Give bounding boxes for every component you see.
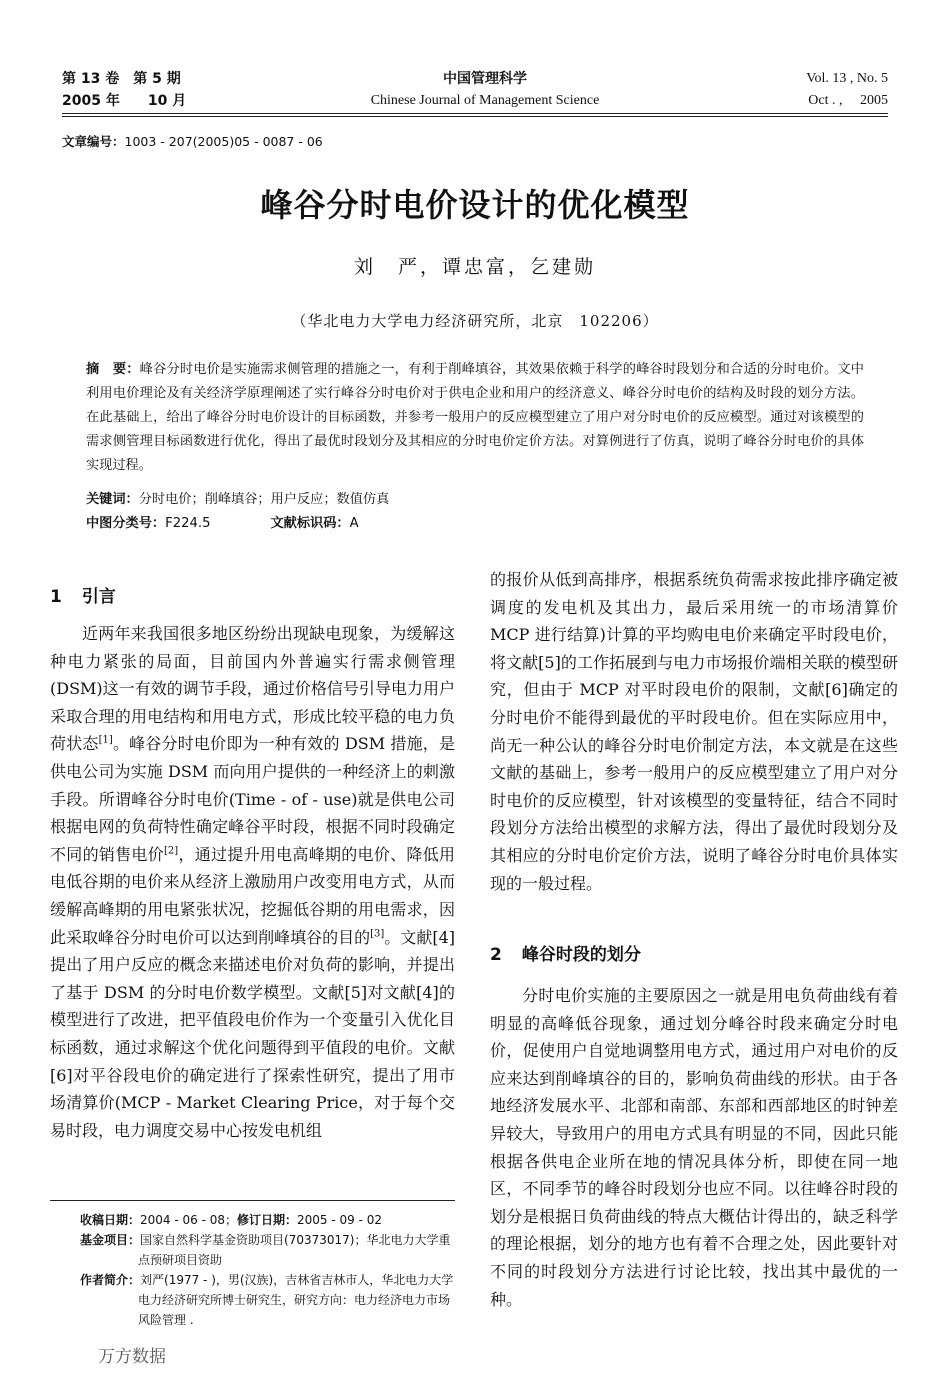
journal-name-en: Chinese Journal of Management Science (370, 93, 600, 108)
citation-3: [3] (370, 928, 385, 940)
section-1-title: 引言 (81, 587, 116, 607)
paragraph-text: ，通过提升用电高峰期的电价、降低用电低谷期的电价来从经济上激励用户改变用电方式，从而缓解高峰期的用电紧张状况，挖掘低谷期的用电需求，因此采取峰谷分时电价可以达到削峰填谷的目的 (50, 844, 455, 947)
abstract-text: 峰谷分时电价是实施需求侧管理的措施之一，有利于削峰填谷，其效果依赖于科学的峰谷时段划分和合适的分时电价。文中利用电价理论及有关经济学原理阐述了实行峰谷分时电价对于供电企业和用户的经济意义、峰谷分时电价的结构及时段的划分方法。在此基础上，给出了峰谷分时电价设计的目标函数，并参考一般用户的反应模型建立了用户对分时电价的反应模型。通过对该模型的需求侧管理目标函数进行优化，得出了最优时段划分及其相应的分时电价定价方法。对算例进行了仿真，说明了峰谷分时电价的具体实现过程。 (86, 362, 864, 473)
year-month: 2005 年 10 月 (62, 93, 187, 109)
citation-2: [2] (163, 845, 179, 857)
received-value: 2004 - 06 - 08； (140, 1213, 238, 1227)
fund-value: 国家自然科学基金资助项目(70373017)；华北电力大学重点预研项目资助 (138, 1233, 451, 1267)
revised-label: 修订日期： (237, 1213, 298, 1227)
header-rule-thin (62, 116, 888, 117)
article-number-value: 1003 - 207(2005)05 - 0087 - 06 (124, 134, 323, 149)
volume-info-en (806, 68, 888, 112)
clc-label: 中图分类号： (86, 516, 166, 531)
left-column (50, 620, 455, 1144)
author-bio-value: 刘严(1977 - )，男(汉族)，吉林省吉林市人，华北电力大学电力经济研究所博士研究生，研究方向：电力经济电力市场风险管理 . (138, 1273, 454, 1327)
section-2-body (490, 982, 898, 1313)
author-list: 刘 严，谭忠富，乞建勋 (353, 256, 596, 278)
keywords-value: 分时电价；削峰填谷；用户反应；数值仿真 (138, 492, 390, 507)
header-rule (62, 113, 888, 114)
section-1-number: 1 (50, 587, 62, 607)
article-number (62, 132, 323, 150)
footnote-rule (50, 1200, 455, 1201)
citation-1: [1] (98, 735, 113, 747)
fund-label: 基金项目： (80, 1233, 141, 1247)
section-1-paragraph-continued: 的报价从低到高排序，根据系统负荷需求按此排序确定被调度的发电机及其出力，最后采用统一的市场清算价 MCP 进行结算)计算的平均购电电价来确定平时段电价，将文献[5]的工作拓展到与电力市场报价端相关联的模型研究，但由于 MCP 对平时段电价的限制，文献[6]确定的分时电价不能得到最优的平时段电价。但在实际应用中，尚无一种公认的峰谷分时电价制定方法，本文就是在这些文献的基础上，参考一般用户的反应模型建立了用户对分时电价的反应模型，针对该模型的变量特征，结合不同时段划分方法给出模型的求解方法，得出了最优时段划分及其相应的分时电价定价方法，说明了峰谷分时电价具体实现的一般过程。 (490, 570, 898, 893)
watermark: 万方数据 (98, 1347, 166, 1367)
paper-title: 峰谷分时电价设计的优化模型 (260, 186, 690, 224)
date-en: Oct . , 2005 (808, 93, 888, 108)
abstract (86, 358, 864, 478)
section-2-number: 2 (490, 945, 502, 965)
section-2-heading (490, 940, 641, 965)
keywords-label: 关键词： (86, 492, 139, 507)
journal-name-cn: 中国管理科学 (443, 71, 527, 87)
paragraph-text: 。文献[4]提出了用户反应的概念来描述电价对负荷的影响，并提出了基于 DSM 的分时电价数学模型。文献[5]对文献[4]的模型进行了改进，把平值段电价作为一个变量引入优化目标函数，通过求解这个优化问题得到平值段的电价。文献[6]对平谷段电价的确定进行了探索性研究，提出了用市场清算价(MCP - Market Clearing Price，对于每个交易时段，电力调度交易中心按发电机组 (50, 927, 455, 1140)
paragraph-text: 。峰谷分时电价即为一种有效的 DSM 措施，是供电公司为实施 DSM 而向用户提供的一种经济上的刺激手段。所谓峰谷分时电价(Time - of - use)就是供电公司根据电网的负荷特性确定峰谷平时段，根据不同时段确定不同的销售电价 (50, 734, 455, 864)
footnote-fund (80, 1230, 458, 1270)
section-2-title: 峰谷时段的划分 (521, 945, 641, 965)
section-1-paragraph (50, 620, 455, 1144)
volume-info (62, 68, 186, 112)
doc-code-value: A (349, 516, 359, 531)
received-label: 收稿日期： (80, 1213, 141, 1227)
right-column (490, 566, 898, 897)
footnote-author (80, 1270, 458, 1330)
doc-code-label: 文献标识码： (270, 516, 350, 531)
footnotes (80, 1210, 458, 1330)
section-2-paragraph: 分时电价实施的主要原因之一就是用电负荷曲线有着明显的高峰低谷现象，通过划分峰谷时段来确定分时电价，促使用户自觉地调整用电方式，通过用户对电价的反应来达到削峰填谷的目的，影响负荷曲线的形状。由于各地经济发展水平、北部和南部、东部和西部地区的时钟差异较大，导致用户的用电方式具有明显的不同，因此只能根据各供电企业所在地的情况具体分析，即使在同一地区，不同季节的峰谷时段划分也应不同。以往峰谷时段的划分是根据日负荷曲线的特点大概估计得出的，缺乏科学的理论根据，划分的地方也有着不合理之处，因此要针对不同的时段划分方法进行讨论比较，找出其中最优的一种。 (490, 986, 898, 1309)
footnote-dates (80, 1210, 458, 1230)
volume-issue-en: Vol. 13 , No. 5 (806, 71, 888, 86)
author-bio-label: 作者简介： (80, 1273, 141, 1287)
keywords (86, 490, 864, 510)
section-1-heading (50, 582, 116, 607)
affiliation: （华北电力大学电力经济研究所，北京 102206） (291, 312, 659, 330)
article-number-label: 文章编号： (62, 134, 125, 149)
paragraph-text: 近两年来我国很多地区纷纷出现缺电现象，为缓解这种电力紧张的局面，目前国内外普遍实行需求侧管理(DSM)这一有效的调节手段，通过价格信号引导电力用户采取合理的用电结构和用电方式，形成比较平稳的电力负荷状态 (50, 624, 455, 754)
classification (86, 514, 864, 534)
revised-value: 2005 - 09 - 02 (297, 1213, 383, 1227)
clc-value: F224.5 (165, 516, 211, 531)
abstract-label: 摘 要： (86, 362, 140, 377)
journal-name (300, 68, 670, 112)
volume-issue: 第 13 卷 第 5 期 (62, 71, 181, 87)
